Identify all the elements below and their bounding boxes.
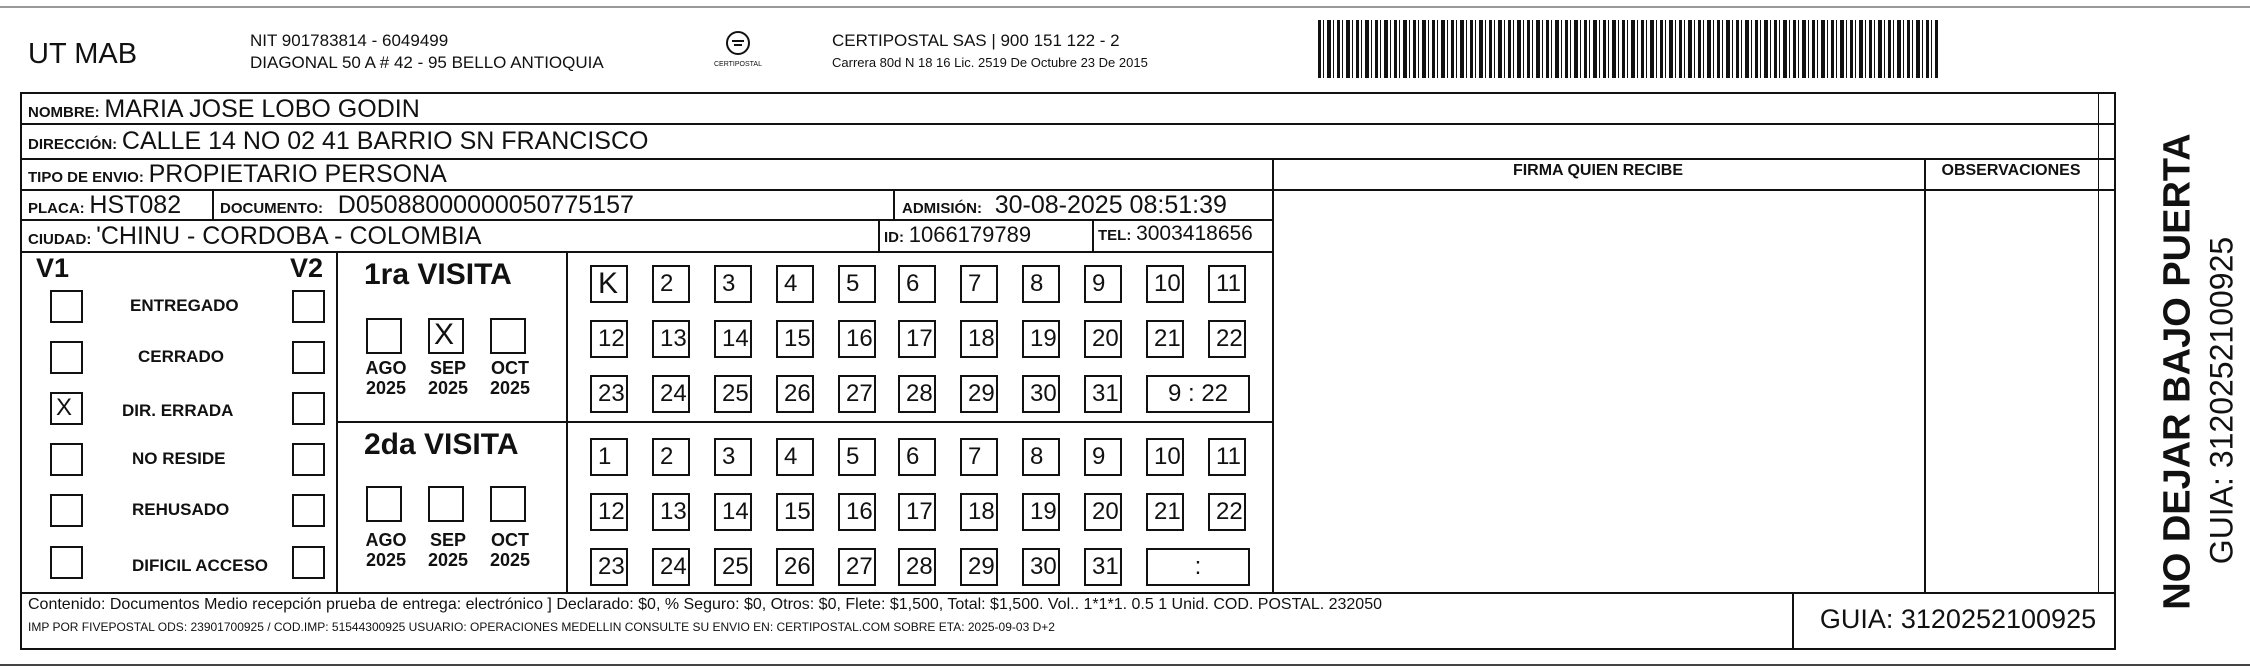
visita2-day-checkbox[interactable]: 5 [838,438,876,476]
visita2-day-checkbox[interactable]: 26 [776,548,814,586]
company-info [832,30,1148,74]
row-line [20,592,2116,594]
visita1-day-checkbox[interactable]: 8 [1022,265,1060,303]
status-label: ENTREGADO [130,296,239,315]
visita1-day-checkbox[interactable]: 30 [1022,375,1060,413]
visita1-day-checkbox[interactable]: 26 [776,375,814,413]
side-warning: NO DEJAR BAJO PUERTA [2156,133,2199,610]
status-v2-checkbox[interactable] [292,392,325,425]
status-label: NO RESIDE [132,449,226,468]
placa-value: HST082 [89,191,182,219]
status-label: DIR. ERRADA [122,401,234,420]
visita1-month-sep-checkbox[interactable]: X [428,318,464,354]
visita2-day-checkbox[interactable]: 19 [1022,493,1060,531]
visita1-title: 1ra VISITA [364,258,512,291]
visita2-day-checkbox[interactable]: 15 [776,493,814,531]
status-label: CERRADO [138,347,224,366]
logo-text: CERTIPOSTAL [714,61,762,68]
ciudad-value: 'CHINU - CORDOBA - COLOMBIA [96,222,482,250]
row-line [336,421,1272,423]
col-line [2098,92,2099,592]
visita1-day-checkbox[interactable]: 2 [652,265,690,303]
visita1-day-checkbox[interactable]: 25 [714,375,752,413]
visita2-day-checkbox[interactable]: 28 [898,548,936,586]
visita1-day-checkbox[interactable]: 11 [1208,265,1246,303]
visita2-day-checkbox[interactable]: 27 [838,548,876,586]
status-v1-checkbox[interactable] [50,443,83,476]
tel-label: TEL: [1098,227,1132,244]
visita2-day-checkbox[interactable]: 3 [714,438,752,476]
visita1-month-sep-caption: SEP 2025 [427,358,469,398]
visita2-day-checkbox[interactable]: 6 [898,438,936,476]
visita2-day-checkbox[interactable]: 31 [1084,548,1122,586]
visita1-day-checkbox[interactable]: 19 [1022,320,1060,358]
visita1-day-checkbox[interactable]: 21 [1146,320,1184,358]
visita1-day-checkbox[interactable]: 28 [898,375,936,413]
visita1-day-checkbox[interactable]: 3 [714,265,752,303]
visita1-month-oct-checkbox[interactable] [490,318,526,354]
visita2-day-checkbox[interactable]: 25 [714,548,752,586]
visita1-day-checkbox[interactable]: 17 [898,320,936,358]
tipo-label: TIPO DE ENVIO: [28,169,144,186]
status-v1-checkbox[interactable] [50,290,83,323]
direccion-field [28,127,648,156]
visita1-day-checkbox[interactable]: 10 [1146,265,1184,303]
visita2-month-sep-checkbox[interactable] [428,486,464,522]
visita2-day-checkbox[interactable]: 22 [1208,493,1246,531]
row-line [20,251,1272,253]
side-guia: GUIA: 3120252100925 [2203,236,2240,565]
visita1-day-checkbox[interactable]: 23 [590,375,628,413]
barcode [1318,20,1938,78]
visita2-day-checkbox[interactable]: 16 [838,493,876,531]
visita2-day-checkbox[interactable]: 20 [1084,493,1122,531]
visita2-day-checkbox[interactable]: 24 [652,548,690,586]
tipo-field [28,160,447,189]
status-v1-checkbox[interactable] [50,341,83,374]
placa-label: PLACA: [28,200,85,217]
visita1-day-checkbox[interactable]: 29 [960,375,998,413]
visita2-day-checkbox[interactable]: 13 [652,493,690,531]
nombre-label: NOMBRE: [28,104,100,121]
visita2-day-checkbox[interactable]: 2 [652,438,690,476]
status-v1-checkbox[interactable]: X [50,392,83,425]
visita2-day-checkbox[interactable]: 11 [1208,438,1246,476]
visita2-day-checkbox[interactable]: 30 [1022,548,1060,586]
visita1-month-ago-checkbox[interactable] [366,318,402,354]
visita1-day-checkbox[interactable]: 20 [1084,320,1122,358]
visita1-day-checkbox[interactable]: 27 [838,375,876,413]
status-label: REHUSADO [132,500,230,519]
visita1-day-checkbox[interactable]: 24 [652,375,690,413]
visita2-time-field[interactable]: : [1146,548,1250,586]
status-v2-checkbox[interactable] [292,290,325,323]
visita1-day-checkbox[interactable]: 16 [838,320,876,358]
visita2-day-checkbox[interactable]: 29 [960,548,998,586]
visita2-month-sep-caption: SEP 2025 [427,530,469,570]
nombre-field [28,95,420,124]
visita1-day-checkbox[interactable]: 4 [776,265,814,303]
admision-field [902,191,1227,220]
sender-nit: NIT 901783814 - 6049499 [250,31,449,50]
visita2-month-ago-checkbox[interactable] [366,486,402,522]
col-line [212,189,214,219]
col-line [878,219,880,251]
visita1-day-checkbox[interactable]: 22 [1208,320,1246,358]
col-line [1792,592,1794,650]
tel-value: 3003418656 [1136,222,1253,245]
v2-label: V2 [290,253,324,283]
col-line [893,189,895,219]
status-v2-checkbox[interactable] [292,494,325,527]
col-line [1924,158,1926,592]
visita1-day-checkbox[interactable]: 31 [1084,375,1122,413]
footer-imp-line: IMP POR FIVEPOSTAL ODS: 23901700925 / COD.IMP: 51544300925 USUARIO: OPERACIONES MEDELLIN CONSULTE SU ENVIO EN: CERTIPOSTAL.COM SOBRE ETA: 2025-09-03 D+2 [28,620,1055,634]
company-name: CERTIPOSTAL SAS | 900 151 122 - 2 [832,31,1120,50]
id-label: ID: [884,229,904,246]
visita1-day-checkbox[interactable]: 14 [714,320,752,358]
visita2-day-checkbox[interactable]: 8 [1022,438,1060,476]
firma-header: FIRMA QUIEN RECIBE [1512,162,1684,179]
status-v2-checkbox[interactable] [292,341,325,374]
status-label: DIFICIL ACCESO [132,556,269,575]
status-v2-checkbox[interactable] [292,546,325,579]
visita1-month-oct-caption: OCT 2025 [489,358,531,398]
visita2-day-checkbox[interactable]: 1 [590,438,628,476]
visita2-day-checkbox[interactable]: 9 [1084,438,1122,476]
documento-field [220,191,634,220]
visita1-day-checkbox[interactable]: K [590,265,628,303]
tel-field [1098,222,1253,246]
visita2-day-checkbox[interactable]: 10 [1146,438,1184,476]
admision-value: 30-08-2025 08:51:39 [994,191,1227,219]
footer-content-line: Contenido: Documentos Medio recepción prueba de entrega: electrónico ] Declarado: $0, % Seguro: $0, Otros: $0, Flete: $1,500, Total: $1,500. Vol.. 1*1*1. 0.5 1 Unid. COD. POSTAL. 232050 [28,596,1382,613]
v1-label: V1 [36,253,70,283]
visita1-day-checkbox[interactable]: 9 [1084,265,1122,303]
visita2-day-checkbox[interactable]: 23 [590,548,628,586]
visita2-month-oct-caption: OCT 2025 [489,530,531,570]
visita1-day-checkbox[interactable]: 13 [652,320,690,358]
visita2-day-checkbox[interactable]: 12 [590,493,628,531]
status-v1-checkbox[interactable] [50,546,83,579]
nombre-value: MARIA JOSE LOBO GODIN [104,95,420,123]
visita1-day-checkbox[interactable]: 18 [960,320,998,358]
visita1-time-field[interactable]: 9 : 22 [1146,375,1250,413]
id-value: 1066179789 [908,222,1032,247]
status-v1-checkbox[interactable] [50,494,83,527]
placa-field [28,191,181,220]
admision-label: ADMISIÓN: [902,200,982,217]
id-field [884,222,1031,248]
col-line [1092,219,1094,251]
logo-icon [725,30,751,56]
visita2-day-checkbox[interactable]: 21 [1146,493,1184,531]
visita1-day-checkbox[interactable]: 7 [960,265,998,303]
visita1-day-checkbox[interactable]: 5 [838,265,876,303]
sender-name: UT MAB [28,38,138,70]
sender-address: DIAGONAL 50 A # 42 - 95 BELLO ANTIOQUIA [250,53,604,72]
observaciones-header: OBSERVACIONES [1941,162,2081,179]
visita2-title: 2da VISITA [364,428,519,461]
ciudad-label: CIUDAD: [28,231,92,248]
visita1-month-ago-caption: AGO 2025 [365,358,407,398]
col-line [1272,158,1274,592]
visita2-month-ago-caption: AGO 2025 [365,530,407,570]
visita2-day-checkbox[interactable]: 4 [776,438,814,476]
visita1-day-checkbox[interactable]: 6 [898,265,936,303]
footer-guia: GUIA: 3120252100925 [1819,604,2097,634]
row-line [1272,189,2098,191]
company-address: Carrera 80d N 18 16 Lic. 2519 De Octubre 23 De 2015 [832,55,1148,70]
documento-label: DOCUMENTO: [220,200,324,217]
status-v2-checkbox[interactable] [292,443,325,476]
visita1-day-checkbox[interactable]: 12 [590,320,628,358]
visita2-day-checkbox[interactable]: 18 [960,493,998,531]
bottom-rule [0,664,2250,666]
visita1-day-checkbox[interactable]: 15 [776,320,814,358]
visita2-day-checkbox[interactable]: 7 [960,438,998,476]
visita2-month-oct-checkbox[interactable] [490,486,526,522]
tipo-value: PROPIETARIO PERSONA [148,160,447,188]
direccion-label: DIRECCIÓN: [28,136,118,153]
documento-value: D05088000000050775157 [337,191,634,219]
sender-info [250,30,604,74]
visita2-day-checkbox[interactable]: 14 [714,493,752,531]
visita2-day-checkbox[interactable]: 17 [898,493,936,531]
ciudad-field [28,222,481,251]
top-rule [0,6,2250,8]
certipostal-logo [708,30,768,69]
direccion-value: CALLE 14 NO 02 41 BARRIO SN FRANCISCO [121,127,649,155]
